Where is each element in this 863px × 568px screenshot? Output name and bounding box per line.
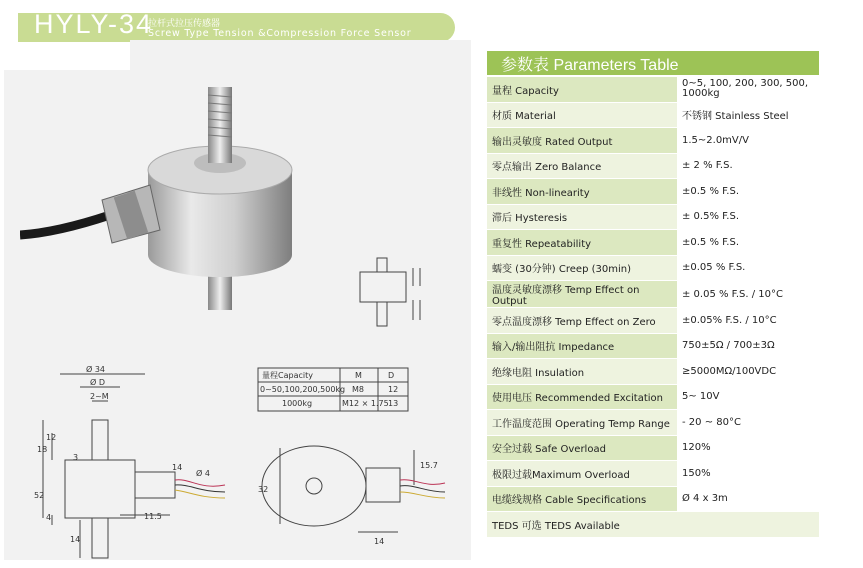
- param-name: 输入/输出阻抗 Impedance: [487, 333, 677, 359]
- dim-12: 12: [46, 433, 57, 442]
- title-chinese: 拉杆式拉压传感器: [148, 19, 221, 29]
- params-table: [487, 77, 819, 538]
- dim-3: 3: [73, 453, 79, 462]
- param-name: 非线性 Non-linearity: [487, 179, 677, 205]
- dim-14c: 14: [374, 537, 385, 546]
- param-value: 不锈钢 Stainless Steel: [677, 102, 819, 128]
- param-row: [487, 281, 819, 308]
- dim-d34: Ø 34: [86, 365, 106, 374]
- param-name: 零点输出 Zero Balance: [487, 153, 677, 179]
- dim-14b: 14: [172, 463, 183, 472]
- param-row: [487, 359, 819, 385]
- dim-m2: 2~M: [90, 392, 109, 401]
- param-value: ±0.5 % F.S.: [677, 179, 819, 205]
- dim-table-r0c1: M8: [352, 385, 364, 394]
- params-title: 参数表 Parameters Table: [501, 57, 679, 74]
- dim-table-h0: 量程Capacity: [262, 371, 313, 380]
- param-row: [487, 435, 819, 461]
- param-row: [487, 333, 819, 359]
- dim-52: 52: [34, 491, 45, 500]
- param-row: [487, 179, 819, 205]
- dim-table-r1c2: 13: [388, 399, 399, 408]
- dim-table-r0c2: 12: [388, 385, 399, 394]
- dim-table-r1c1: M12 × 1.75: [342, 399, 389, 408]
- teds-note: TEDS 可选 TEDS Available: [487, 512, 819, 538]
- param-value: 150%: [677, 461, 819, 487]
- figure-background-top: [130, 40, 471, 70]
- param-row: [487, 102, 819, 128]
- dim-table-h2: D: [388, 371, 395, 380]
- param-value: - 20 ~ 80°C: [677, 410, 819, 436]
- param-value: ± 0.05 % F.S. / 10°C: [677, 281, 819, 308]
- param-value: 0~5, 100, 200, 300, 500, 1000kg: [677, 77, 819, 102]
- param-row: [487, 384, 819, 410]
- dim-table-r0c0: 0~50,100,200,500kg: [260, 385, 346, 394]
- param-row: [487, 486, 819, 512]
- param-row: [487, 461, 819, 487]
- param-row: [487, 204, 819, 230]
- param-name: 零点温度漂移 Temp Effect on Zero: [487, 308, 677, 334]
- dim-15-7: 15.7: [420, 461, 438, 470]
- param-row: [487, 153, 819, 179]
- param-value: ± 2 % F.S.: [677, 153, 819, 179]
- param-name: 滞后 Hysteresis: [487, 204, 677, 230]
- dim-18: 18: [37, 445, 48, 454]
- param-name: 蠕变 (30分钟) Creep (30min): [487, 255, 677, 281]
- dim-4: 4: [46, 513, 52, 522]
- param-name: 重复性 Repeatability: [487, 230, 677, 256]
- dim-dD: Ø D: [90, 378, 105, 387]
- param-name: 极限过载Maximum Overload: [487, 461, 677, 487]
- param-name: 绝缘电阻 Insulation: [487, 359, 677, 385]
- param-value: 5~ 10V: [677, 384, 819, 410]
- param-value: 120%: [677, 435, 819, 461]
- param-name: 电缆线规格 Cable Specifications: [487, 486, 677, 512]
- param-name: 使用电压 Recommended Excitation: [487, 384, 677, 410]
- param-name: 量程 Capacity: [487, 77, 677, 102]
- param-value: ± 0.5% F.S.: [677, 204, 819, 230]
- param-name: 安全过载 Safe Overload: [487, 435, 677, 461]
- dim-d4: Ø 4: [196, 469, 210, 478]
- param-value: ±0.05 % F.S.: [677, 255, 819, 281]
- param-row: [487, 128, 819, 154]
- param-value: 1.5~2.0mV/V: [677, 128, 819, 154]
- param-row: [487, 308, 819, 334]
- param-name: 输出灵敏度 Rated Output: [487, 128, 677, 154]
- param-value: 750±5Ω / 700±3Ω: [677, 333, 819, 359]
- dim-14a: 14: [70, 535, 81, 544]
- param-name: 材质 Material: [487, 102, 677, 128]
- model-name: HYLY-34: [34, 9, 154, 39]
- param-name: 温度灵敏度漂移 Temp Effect on Output: [487, 281, 677, 308]
- technical-drawings: [20, 240, 460, 560]
- param-row: [487, 410, 819, 436]
- param-footer-row: [487, 512, 819, 538]
- title-english: Screw Type Tension &Compression Force Sensor: [148, 28, 412, 39]
- param-row: [487, 255, 819, 281]
- dim-32: 32: [258, 485, 269, 494]
- param-value: ≥5000MΩ/100VDC: [677, 359, 819, 385]
- param-name: 工作温度范围 Operating Temp Range: [487, 410, 677, 436]
- param-value: ±0.5 % F.S.: [677, 230, 819, 256]
- dim-table-h1: M: [355, 371, 362, 380]
- dim-table-r1c0: 1000kg: [282, 399, 313, 408]
- param-row: [487, 230, 819, 256]
- param-value: ±0.05% F.S. / 10°C: [677, 308, 819, 334]
- param-value: Ø 4 x 3m: [677, 486, 819, 512]
- dim-11-5: 11.5: [144, 512, 162, 521]
- param-row: [487, 77, 819, 102]
